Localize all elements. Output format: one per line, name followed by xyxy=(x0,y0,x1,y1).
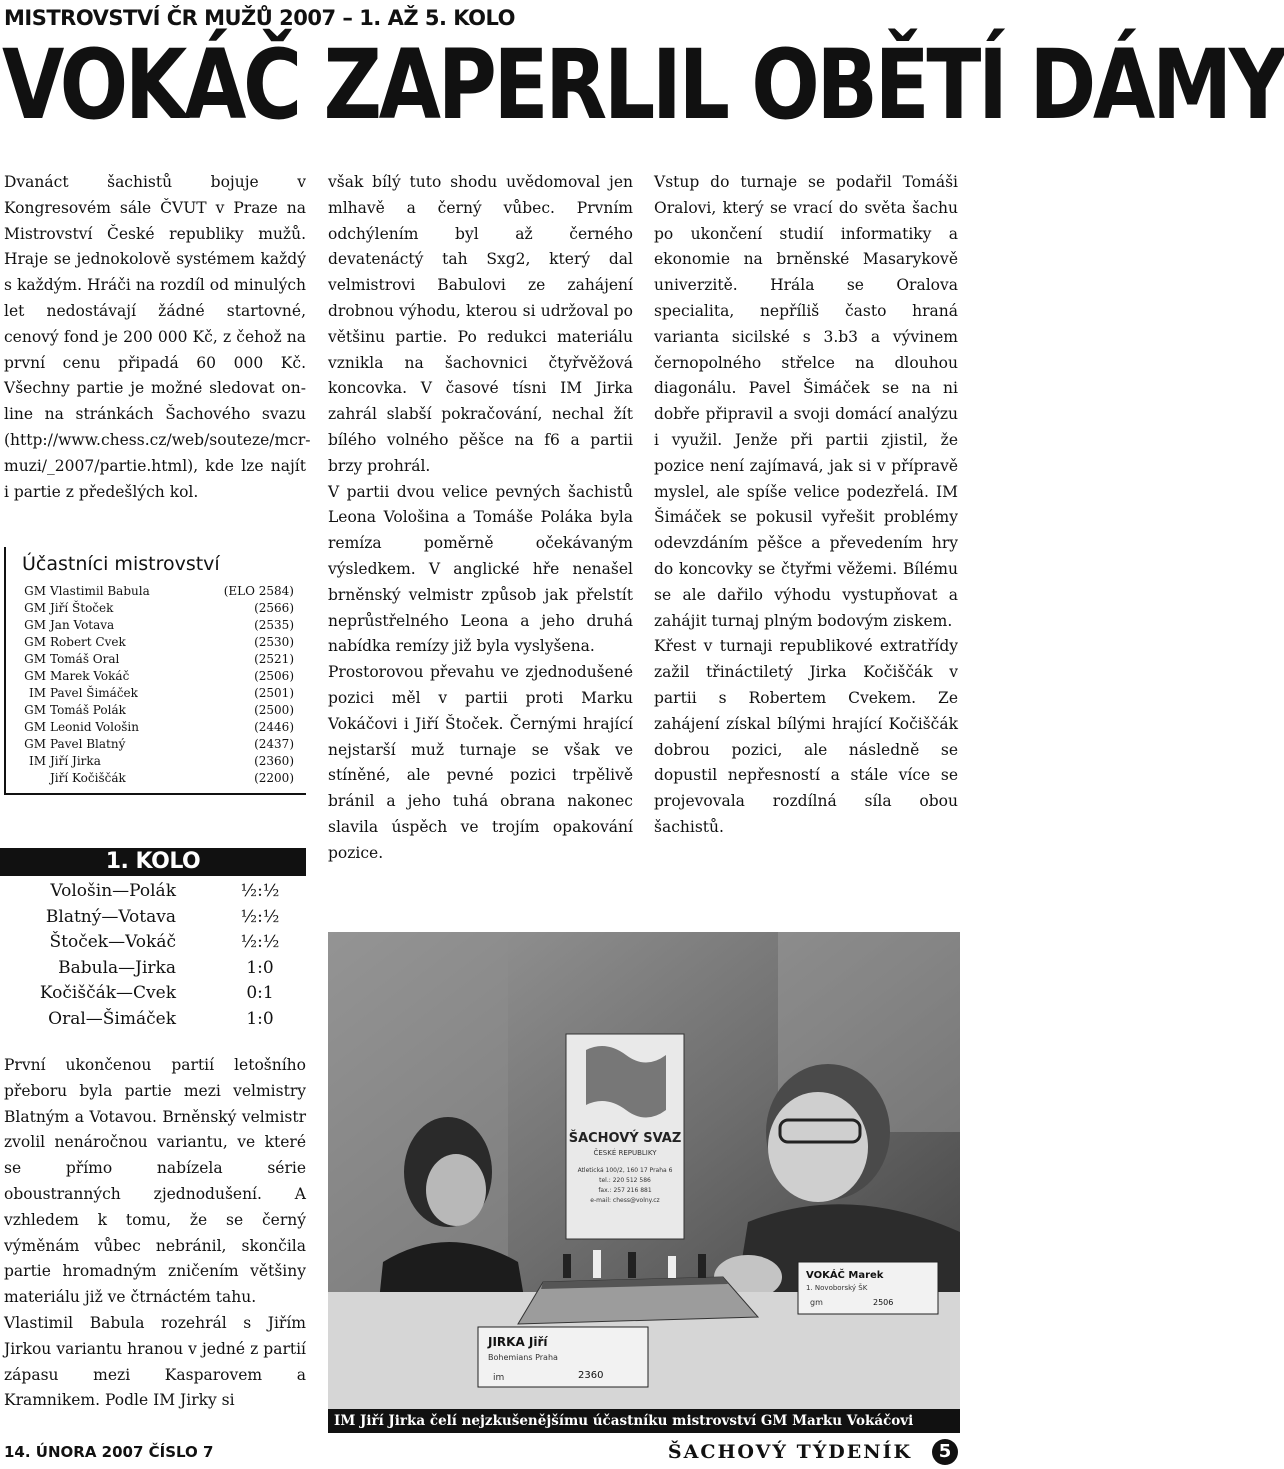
paragraph: Dvanáct šachistů bojuje v Kongresovém sále ČVUT v Praze na Mistrovství České republiky mužů. Hraje se jednokolově systémem každý s každým. Hráči na rozdíl od minulých let nedostávají žádné startovné, cenový fond je 200 000 Kč, z čehož na první cenu připadá 60 000 Kč. Všechny partie je možné sledovat on-line na stránkách Šachového svazu (http://www.chess.cz/web/souteze/mcr-muzi/_2007/partie.html), kde lze najít i partie z předešlých kol. xyxy=(4,173,311,501)
page-number: 5 xyxy=(932,1439,958,1465)
article-column-3 xyxy=(654,170,958,841)
tournament-photo xyxy=(328,932,960,1409)
participant-elo: (2200) xyxy=(254,771,294,785)
paragraph: Prostorovou převahu ve zjednodušené pozici měl v partii proti Marku Vokáčovi i Jiří Štoček. Černými hrající nejstarší muž turnaje se však ve stíněné, ale pevné pozici trpělivě bránil a jeho tuhá obrana nakonec slavila úspěch ve trojím opakování pozice. xyxy=(328,663,633,862)
participant-row xyxy=(22,583,294,600)
participant-row xyxy=(22,770,294,787)
result-score: ½:½ xyxy=(240,932,280,952)
article-column-1-bottom xyxy=(4,1053,306,1414)
nameplate-name: VOKÁČ Marek xyxy=(806,1270,884,1281)
publication-name: ŠACHOVÝ TÝDENÍK xyxy=(667,1441,912,1463)
nameplate-name: JIRKA Jiří xyxy=(488,1335,548,1349)
participant-title: GM xyxy=(24,635,46,649)
result-pairing: Kočiščák—Cvek xyxy=(39,983,176,1003)
article-column-2 xyxy=(328,170,633,867)
result-pairing: Vološin—Polák xyxy=(50,881,176,901)
participant-row xyxy=(22,753,294,770)
participant-name: Jiří Kočiščák xyxy=(50,771,126,785)
participant-elo: (2500) xyxy=(254,703,294,717)
result-pairing: Štoček—Vokáč xyxy=(49,932,176,952)
participant-elo: (2437) xyxy=(254,737,294,751)
participant-title: GM xyxy=(24,618,46,632)
participant-name: Robert Cvek xyxy=(50,635,126,649)
result-row xyxy=(0,904,306,930)
photo-caption: IM Jiří Jirka čelí nejzkušenějšímu účastníku mistrovství GM Marku Vokáčovi xyxy=(328,1409,960,1433)
federation-banner xyxy=(566,1034,684,1239)
result-score: 1:0 xyxy=(246,1008,274,1029)
banner-subtitle: ČESKÉ REPUBLIKY xyxy=(593,1149,657,1157)
result-score: ½:½ xyxy=(240,881,280,901)
participant-row xyxy=(22,668,294,685)
participant-name: Jiří Jirka xyxy=(50,754,101,768)
participant-elo: (ELO 2584) xyxy=(223,584,294,598)
participant-title: GM xyxy=(24,669,46,683)
result-score: 1:0 xyxy=(246,957,274,978)
article-column-1 xyxy=(4,170,311,505)
result-row xyxy=(0,929,306,955)
paragraph: však bílý tuto shodu uvědomoval jen mlhavě a černý vůbec. Prvním odchýlením byl až černého devatenáctý tah Sxg2, který dal velmistrovi Babulovi ze zahájení drobnou výhodu, kterou si udržoval po většinu partie. Po redukci materiálu vznikla na šachovnici čtyřvěžová koncovka. V časové tísni IM Jirka zahrál slabší pokračování, nechal žít bílého volného pěšce na f6 a partii brzy prohrál. xyxy=(328,173,633,475)
participant-elo: (2360) xyxy=(254,754,294,768)
kicker: MISTROVSTVÍ ČR MUŽŮ 2007 – 1. AŽ 5. KOLO xyxy=(4,6,515,30)
result-score: 0:1 xyxy=(246,983,274,1003)
participant-elo: (2446) xyxy=(254,720,294,734)
participant-title: GM xyxy=(24,601,46,615)
participant-title: IM xyxy=(28,686,46,700)
participant-name: Tomáš Oral xyxy=(50,652,120,666)
paragraph: Vstup do turnaje se podařil Tomáši Oralovi, který se vrací do světa šachu po ukončení studií informatiky a ekonomie na brněnské Masarykově univerzitě. Hrála se Oralova specialita, nepříliš často hraná varianta sicilské s 3.b3 a vývinem černopolného střelce na dlouhou diagonálu. Pavel Šimáček se na ni dobře připravil a svoji domácí analýzu i využil. Jenže při partii zjistil, že pozice není zajímavá, jak si v přípravě myslel, ale spíše velice podezřelá. IM Šimáček se pokusil vyřešit problémy odevzdáním pěšce a převedením hry do koncovky se čtyřmi věžemi. Bílému se ale dařilo výhodu vystupňovat a zahájit turnaj plným bodovým ziskem. xyxy=(654,173,958,630)
banner-title: ŠACHOVÝ SVAZ xyxy=(568,1131,682,1146)
participant-elo: (2566) xyxy=(254,601,294,615)
participant-elo: (2535) xyxy=(254,618,294,632)
participant-name: Pavel Šimáček xyxy=(50,686,138,700)
participants-box xyxy=(4,547,306,795)
nameplate-club: Bohemians Praha xyxy=(488,1353,558,1362)
result-row xyxy=(0,1006,306,1032)
result-pairing: Oral—Šimáček xyxy=(48,1008,176,1029)
participant-row xyxy=(22,685,294,702)
nameplate-title: gm xyxy=(810,1298,823,1307)
banner-address-line: Atletická 100/2, 160 17 Praha 6 xyxy=(577,1167,673,1174)
result-score: ½:½ xyxy=(240,906,280,927)
result-row xyxy=(0,955,306,981)
paragraph: Vlastimil Babula rozehrál s Jiřím Jirkou variantu hranou v jedné z partií zápasu mezi Kasparovem a Kramnikem. Podle IM Jirky si xyxy=(4,1313,306,1410)
paragraph: Křest v turnaji republikové extratřídy zažil třináctiletý Jirka Kočiščák v partii s Robertem Cvekem. Ze zahájení získal bílými hrající Kočiščák dobrou pozici, ale následně se dopustil nepřesností a stále více se projevovala rozdílná síla obou šachistů. xyxy=(654,637,958,836)
nameplate-elo: 2506 xyxy=(873,1298,894,1307)
participant-name: Leonid Vološin xyxy=(50,720,139,734)
result-row xyxy=(0,980,306,1006)
headline: VOKÁČ ZAPERLIL OBĚTÍ DÁMY xyxy=(2,29,1284,141)
participant-row xyxy=(22,617,294,634)
nameplate-club: 1. Novoborský ŠK xyxy=(806,1284,868,1292)
participant-elo: (2506) xyxy=(254,669,294,683)
participant-title: IM xyxy=(28,754,46,768)
participant-title: GM xyxy=(24,737,46,751)
participant-row xyxy=(22,719,294,736)
banner-address-line: fax.: 257 216 881 xyxy=(598,1187,652,1194)
participant-row xyxy=(22,634,294,651)
nameplate-left xyxy=(478,1327,648,1387)
participant-row xyxy=(22,702,294,719)
paragraph: První ukončenou partií letošního přeboru byla partie mezi velmistry Blatným a Votavou. Brněnský velmistr zvolil nenáročnou variantu, ve které se přímo nabízela série oboustranných zjednodušení. A vzhledem k tomu, že se černý výměnám vůbec nebránil, skončila partie hromadným zničením většiny materiálu již ve čtrnáctém tahu. xyxy=(4,1056,306,1307)
participant-name: Pavel Blatný xyxy=(50,737,126,751)
participant-row xyxy=(22,600,294,617)
nameplate-elo: 2360 xyxy=(578,1370,604,1381)
participant-name: Jiří Štoček xyxy=(50,601,114,615)
round-title: 1. KOLO xyxy=(0,848,306,876)
participant-name: Marek Vokáč xyxy=(50,669,130,683)
result-pairing: Babula—Jirka xyxy=(58,957,176,978)
participant-title: GM xyxy=(24,584,46,598)
nameplate-title: im xyxy=(493,1373,505,1383)
participants-title: Účastníci mistrovství xyxy=(22,553,220,575)
participant-name: Jan Votava xyxy=(50,618,115,632)
participant-row xyxy=(22,736,294,753)
issue-info: 14. ÚNORA 2007 ČÍSLO 7 xyxy=(4,1443,214,1461)
participant-title: GM xyxy=(24,720,46,734)
result-pairing: Blatný—Votava xyxy=(45,906,176,927)
banner-address-line: tel.: 220 512 586 xyxy=(599,1177,651,1184)
participant-elo: (2521) xyxy=(254,652,294,666)
participant-title: GM xyxy=(24,703,46,717)
participant-elo: (2501) xyxy=(254,686,294,700)
paragraph: V partii dvou velice pevných šachistů Leona Vološina a Tomáše Poláka byla remíza poměrně očekávaným výsledkem. V anglické hře nenašel brněnský velmistr způsob jak přelstít neprůstřelného Leona a jeho druhá nabídka remízy již byla vyslyšena. xyxy=(328,482,633,656)
result-row xyxy=(0,878,306,904)
participant-title: GM xyxy=(24,652,46,666)
banner-address-line: e-mail: chess@volny.cz xyxy=(590,1197,660,1204)
participant-elo: (2530) xyxy=(254,635,294,649)
participant-name: Vlastimil Babula xyxy=(50,584,150,598)
participant-name: Tomáš Polák xyxy=(50,703,126,717)
participant-row xyxy=(22,651,294,668)
nameplate-right xyxy=(798,1262,938,1314)
